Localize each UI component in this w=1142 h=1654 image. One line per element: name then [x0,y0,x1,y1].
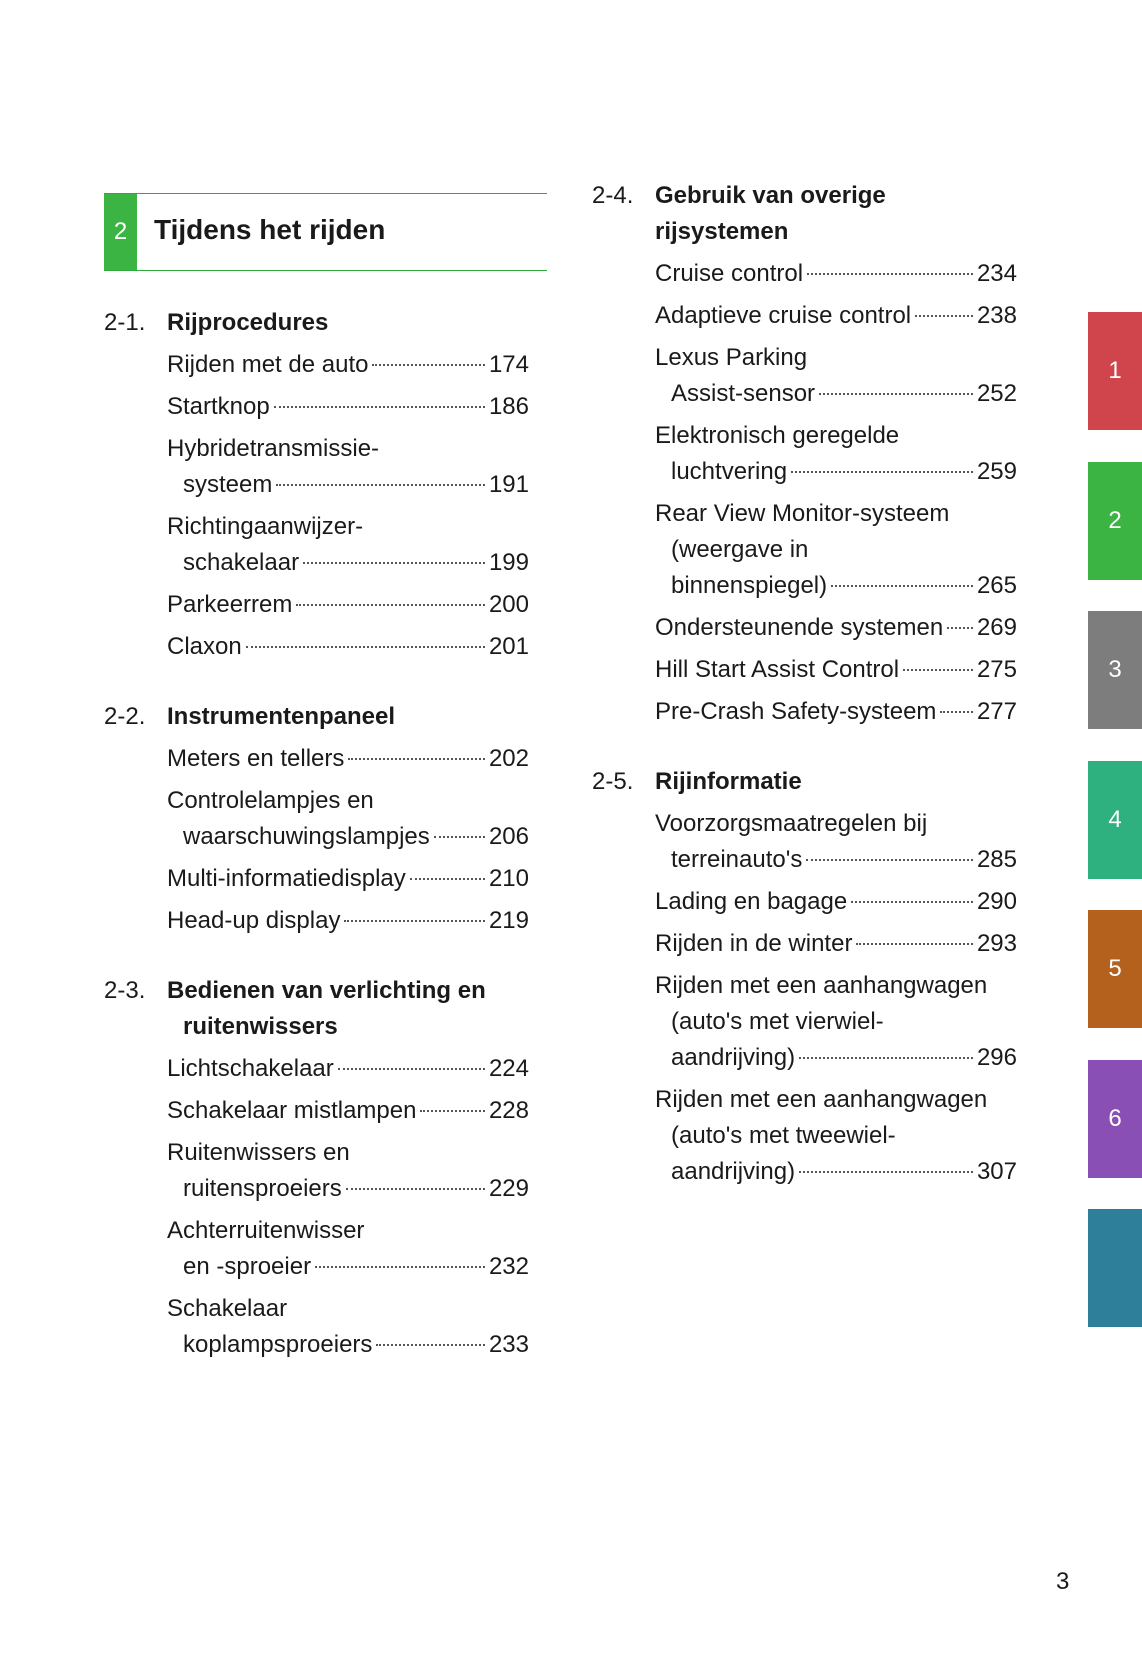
section-title: Rijprocedures [167,309,329,336]
section-title: Rijinformatie [655,768,802,795]
toc-entry[interactable] [655,694,1017,730]
toc-page-number: 210 [488,865,529,892]
toc-entry-line [655,694,1017,730]
section-number: 2-5. [592,768,634,795]
section-title-line2: ruitenwissers [183,1013,338,1040]
dot-leader [799,1057,973,1059]
toc-entry-line [167,783,529,819]
toc-entry[interactable] [167,509,529,581]
dot-leader [940,711,973,713]
toc-entry-line [655,256,1017,292]
section-title [167,973,534,1045]
toc-entry-text: Schakelaar [167,1295,288,1322]
section-number: 2-4. [592,182,634,209]
chapter-header [104,193,547,271]
toc-entry-text: Rear View Monitor-systeem [655,500,950,527]
toc-entry-text: Head-up display [167,907,341,934]
dot-leader [410,878,485,880]
toc-entry-line [655,298,1017,334]
dot-leader [376,1344,485,1346]
toc-page-number: 285 [976,846,1017,873]
section-title-line1: Bedienen van verlichting en [167,977,486,1004]
toc-entry-line [167,587,529,623]
section-number: 2-2. [104,703,146,730]
section-heading [104,973,534,1045]
toc-entry-line [655,568,1017,604]
chapter-tab[interactable]: 2 [1088,462,1142,580]
chapter-tab[interactable]: 4 [1088,761,1142,879]
toc-page-number: 200 [488,591,529,618]
toc-page-number: 232 [488,1253,529,1280]
toc-page-number: 202 [488,745,529,772]
section-heading [104,699,534,735]
toc-entry-line [167,509,529,545]
dot-leader [246,646,485,648]
toc-entry-text: Lichtschakelaar [167,1055,334,1082]
toc-entry[interactable] [655,610,1017,646]
toc-entry-text: Parkeerrem [167,591,293,618]
toc-entry-text: aandrijving) [671,1158,796,1185]
toc-entry-text: Assist-sensor [671,380,816,407]
toc-page-number: 191 [488,471,529,498]
toc-entry-line [655,532,1017,568]
chapter-title: Tijdens het rijden [154,214,386,245]
dot-leader [915,315,973,317]
toc-entry-text: Voorzorgsmaatregelen bij [655,810,928,837]
toc-entry-line [655,968,1017,1004]
toc-entry[interactable] [167,1051,529,1087]
section-entries [104,1051,534,1363]
chapter-tab[interactable]: 3 [1088,611,1142,729]
toc-entry-text: Lexus Parking [655,344,808,371]
toc-entry-text: luchtvering [671,458,788,485]
section-entries [104,347,534,665]
toc-page-number: 293 [976,930,1017,957]
toc-entry-text: ruitensproeiers [183,1175,342,1202]
dot-leader [303,562,485,564]
dot-leader [372,364,484,366]
toc-entry-line [167,1051,529,1087]
toc-entry-text: Schakelaar mistlampen [167,1097,417,1124]
section-title: Instrumentenpaneel [167,703,396,730]
dot-leader [819,393,973,395]
section-heading [104,305,534,341]
toc-entry-text: Achterruitenwisser [167,1217,365,1244]
page-number: 3 [1056,1568,1070,1595]
toc-entry-line [167,1135,529,1171]
section-entries [592,806,1022,1190]
toc-entry[interactable] [167,587,529,623]
toc-page-number: 269 [976,614,1017,641]
toc-entry-line [167,1093,529,1129]
section-2-5 [592,764,1022,1190]
toc-entry-text: Ondersteunende systemen [655,614,944,641]
toc-entry-line [167,819,529,855]
toc-entry-text: Elektronisch geregelde [655,422,900,449]
dot-leader [274,406,485,408]
toc-entry-text: Rijden in de winter [655,930,853,957]
toc-entry[interactable] [167,783,529,855]
toc-entry-line [655,1118,1017,1154]
toc-entry-line [655,1040,1017,1076]
toc-entry-text: waarschuwingslampjes [183,823,430,850]
dot-leader [344,920,485,922]
toc-entry[interactable] [655,806,1017,878]
toc-entry-text: (weergave in [671,536,809,563]
toc-page-number: 307 [976,1158,1017,1185]
toc-entry-line [167,347,529,383]
toc-entry[interactable] [167,347,529,383]
toc-page-number: 174 [488,351,529,378]
toc-page-number: 206 [488,823,529,850]
toc-entry[interactable] [167,389,529,425]
toc-entry-line [167,431,529,467]
toc-entry[interactable] [167,1213,529,1285]
toc-entry[interactable] [655,652,1017,688]
toc-entry-text: Meters en tellers [167,745,345,772]
toc-entry[interactable] [167,629,529,665]
dot-leader [807,273,973,275]
toc-entry-line [167,389,529,425]
toc-entry-text: Adaptieve cruise control [655,302,912,329]
toc-entry[interactable] [655,418,1017,490]
dot-leader [851,901,973,903]
chapter-number: 2 [104,194,137,270]
toc-entry-line [655,340,1017,376]
dot-leader [903,669,973,671]
toc-entry-text: schakelaar [183,549,300,576]
toc-entry-line [167,903,529,939]
chapter-tab[interactable]: 1 [1088,312,1142,430]
section-heading [592,764,1022,800]
dot-leader [947,627,973,629]
dot-leader [296,604,485,606]
toc-entry[interactable] [167,1135,529,1207]
toc-entry-line [655,1004,1017,1040]
section-2-4 [592,178,1022,730]
toc-entry[interactable] [167,431,529,503]
dot-leader [856,943,973,945]
toc-entry-text: Startknop [167,393,270,420]
toc-entry-line [655,1154,1017,1190]
toc-entry-text: aandrijving) [671,1044,796,1071]
toc-entry-text: Rijden met een aanhangwagen [655,1086,988,1113]
toc-page-number: 277 [976,698,1017,725]
toc-entry-line [655,376,1017,412]
toc-entry[interactable] [655,298,1017,334]
toc-page-number: 229 [488,1175,529,1202]
toc-entry-line [655,806,1017,842]
dot-leader [806,859,973,861]
toc-page-number: 186 [488,393,529,420]
toc-page-number: 290 [976,888,1017,915]
toc-entry-line [167,1291,529,1327]
dot-leader [799,1171,973,1173]
toc-entry-line [167,545,529,581]
chapter-tab[interactable] [1088,1209,1142,1327]
toc-page-number: 265 [976,572,1017,599]
toc-entry[interactable] [167,1093,529,1129]
toc-entry-line [167,1327,529,1363]
toc-page-number: 275 [976,656,1017,683]
toc-entry[interactable] [167,903,529,939]
dot-leader [338,1068,485,1070]
toc-page-number: 228 [488,1097,529,1124]
chapter-tab[interactable]: 5 [1088,910,1142,1028]
dot-leader [791,471,973,473]
dot-leader [315,1266,485,1268]
toc-right-column [592,178,1022,1224]
toc-entry-line [655,652,1017,688]
toc-entry[interactable] [167,861,529,897]
section-heading [592,178,1022,250]
toc-entry[interactable] [655,496,1017,604]
toc-page-number: 252 [976,380,1017,407]
toc-entry[interactable] [655,340,1017,412]
dot-leader [346,1188,485,1190]
section-entries [104,741,534,939]
toc-entry-line [167,467,529,503]
toc-entry-text: Multi-informatiedisplay [167,865,406,892]
toc-page-number: 199 [488,549,529,576]
toc-entry-text: systeem [183,471,273,498]
toc-entry[interactable] [655,926,1017,962]
toc-left-column [104,305,534,1397]
toc-entry-text: Ruitenwissers en [167,1139,350,1166]
toc-page-number: 233 [488,1331,529,1358]
toc-page-number: 201 [488,633,529,660]
section-2-2 [104,699,534,939]
toc-entry-line [655,926,1017,962]
toc-entry-text: Hybridetransmissie- [167,435,380,462]
section-2-3 [104,973,534,1363]
toc-page-number: 219 [488,907,529,934]
toc-entry[interactable] [655,1082,1017,1190]
section-2-1 [104,305,534,665]
toc-entry[interactable] [655,256,1017,292]
section-number: 2-1. [104,309,146,336]
toc-page-number: 224 [488,1055,529,1082]
toc-page-number: 234 [976,260,1017,287]
toc-entry-text: (auto's met tweewiel- [671,1122,896,1149]
dot-leader [420,1110,485,1112]
toc-entry-line [167,1171,529,1207]
toc-entry-text: terreinauto's [671,846,803,873]
toc-entry-text: Lading en bagage [655,888,848,915]
toc-entry-text: en -sproeier [183,1253,312,1280]
toc-entry-text: Rijden met de auto [167,351,369,378]
toc-entry-line [167,629,529,665]
toc-entry-line [167,741,529,777]
toc-entry-text: binnenspiegel) [671,572,828,599]
dot-leader [434,836,485,838]
toc-entry-text: Hill Start Assist Control [655,656,900,683]
toc-entry-line [655,884,1017,920]
toc-entry-line [167,1213,529,1249]
toc-entry-text: Rijden met een aanhangwagen [655,972,988,999]
section-entries [592,256,1022,730]
section-number: 2-3. [104,977,146,1004]
chapter-tab[interactable]: 6 [1088,1060,1142,1178]
toc-entry[interactable] [655,968,1017,1076]
section-title: Gebruik van overige rijsystemen [655,182,886,245]
toc-entry-text: Pre-Crash Safety-systeem [655,698,937,725]
toc-entry-text: Claxon [167,633,242,660]
toc-page-number: 296 [976,1044,1017,1071]
toc-entry-line [167,861,529,897]
toc-entry-line [655,1082,1017,1118]
toc-entry-text: Richtingaanwijzer- [167,513,364,540]
toc-entry[interactable] [167,741,529,777]
toc-entry-line [655,418,1017,454]
dot-leader [276,484,485,486]
toc-entry-line [167,1249,529,1285]
dot-leader [348,758,485,760]
toc-entry-line [655,496,1017,532]
dot-leader [831,585,973,587]
toc-entry-text: Controlelampjes en [167,787,374,814]
toc-entry[interactable] [167,1291,529,1363]
toc-entry-line [655,842,1017,878]
toc-entry-line [655,454,1017,490]
toc-page-number: 259 [976,458,1017,485]
toc-entry[interactable] [655,884,1017,920]
toc-entry-text: (auto's met vierwiel- [671,1008,884,1035]
toc-page-number: 238 [976,302,1017,329]
toc-entry-text: Cruise control [655,260,804,287]
toc-entry-text: koplampsproeiers [183,1331,373,1358]
toc-entry-line [655,610,1017,646]
